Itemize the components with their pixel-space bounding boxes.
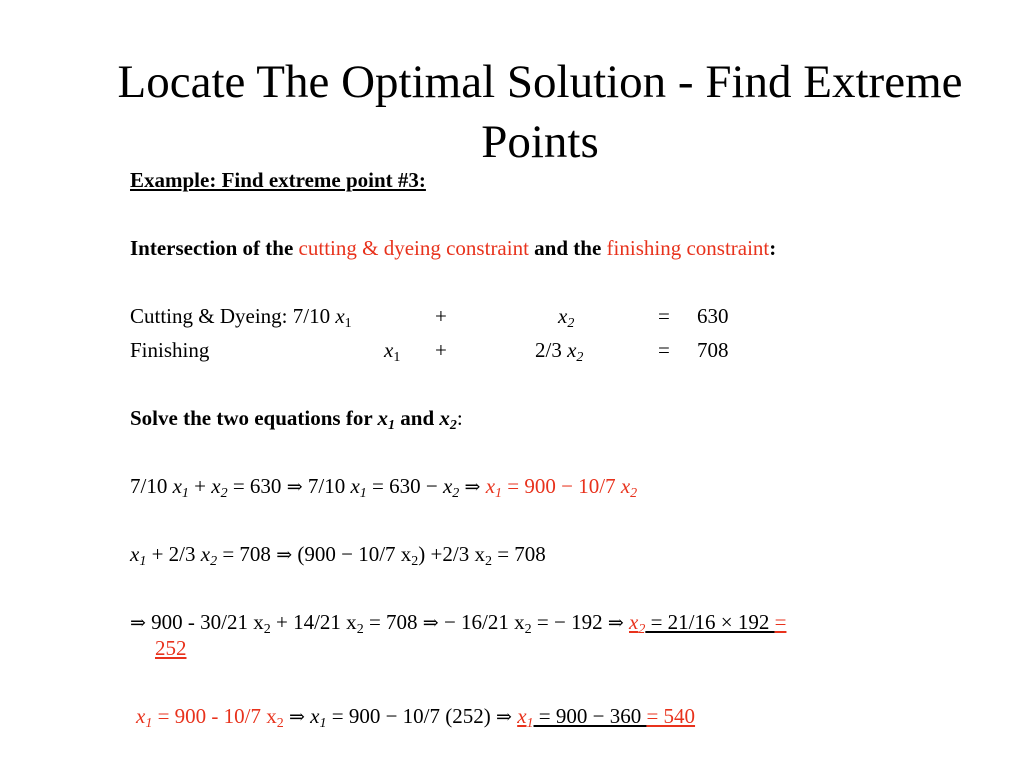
eq2-term2 — [535, 338, 583, 363]
finishing-constraint: finishing constraint — [606, 236, 770, 260]
s3-a-sub: 2 — [263, 622, 271, 637]
s1-d: 7/10 — [302, 474, 351, 498]
s1-x2b: x — [442, 474, 453, 498]
solve-x2-sub: 2 — [449, 418, 457, 433]
s1-e: = 630 − — [366, 474, 443, 498]
step-1 — [130, 474, 637, 499]
s4-rx1: x — [517, 704, 527, 728]
implies-arrow-icon: ⇒ — [422, 612, 439, 634]
intersection-suffix: : — [769, 236, 777, 260]
implies-arrow-icon: ⇒ — [286, 476, 303, 498]
implies-arrow-icon: ⇒ — [130, 612, 146, 634]
s2-c-sub: 2 — [411, 554, 419, 569]
s1-g: = 900 − 10/7 — [502, 474, 621, 498]
implies-arrow-icon: ⇒ — [276, 544, 293, 566]
s3-a: 900 - 30/21 x — [145, 610, 264, 634]
s4-x1-result — [517, 704, 534, 731]
s3-x2: x — [629, 610, 639, 634]
equation-finishing — [130, 338, 830, 368]
s1-c: = 630 — [227, 474, 287, 498]
slide-title — [40, 52, 1024, 172]
step-3 — [130, 610, 801, 635]
s2-b: = 708 — [217, 542, 277, 566]
s2-x1-sub: 1 — [139, 554, 147, 569]
eq1-plus: + — [435, 304, 447, 328]
intersection-line — [130, 236, 776, 261]
intersection-prefix: Intersection of the — [130, 236, 299, 260]
eq2-coef2: 2/3 — [535, 338, 568, 362]
s4-x1-sub: 1 — [145, 716, 153, 731]
s4-c: = 900 − 10/7 (252) — [326, 704, 497, 728]
solve-x1-sub: 1 — [388, 418, 396, 433]
s2-x2-sub: 2 — [210, 554, 218, 569]
implies-arrow-icon: ⇒ — [496, 706, 512, 728]
intersection-middle: and the — [528, 236, 607, 260]
eq2-x2: x — [567, 338, 577, 362]
s3-d-sub: 2 — [524, 622, 532, 637]
example-heading: Example: Find extreme point #3: — [130, 168, 426, 192]
eq2-plus: + — [435, 338, 447, 362]
title-line-2: Points — [481, 116, 599, 168]
solve-prompt-text: Solve the two equations for — [130, 406, 378, 430]
s4-d: = 900 − 360 — [533, 704, 647, 728]
s4-e: = 540 — [646, 704, 696, 728]
s4-a-sub: 2 — [276, 716, 284, 731]
implies-arrow-icon: ⇒ — [607, 612, 624, 634]
s1-rx1: x — [485, 474, 496, 498]
implies-arrow-icon: ⇒ — [464, 476, 481, 498]
eq2-x1: x — [384, 338, 394, 362]
s3-x2-sub: 2 — [638, 622, 646, 637]
s1-x2b-sub: 2 — [452, 486, 460, 501]
s3-g: = 21/16 × 192 — [645, 610, 775, 634]
s1-result — [485, 474, 638, 501]
eq1-x1: x — [335, 304, 345, 328]
eq1-term2 — [558, 304, 574, 329]
implies-arrow-icon: ⇒ — [289, 706, 305, 728]
eq2-rhs: 708 — [697, 338, 729, 362]
eq2-label: Finishing — [130, 338, 210, 362]
eq1-x2-sub: 2 — [567, 316, 575, 331]
s4-rx1-sub: 1 — [526, 716, 534, 731]
eq1-rhs: 630 — [697, 304, 729, 328]
cutting-dyeing-constraint: cutting & dyeing constraint — [298, 236, 529, 260]
s3-e: = − 192 — [531, 610, 608, 634]
s2-c: (900 − 10/7 x — [292, 542, 412, 566]
eq1-label — [130, 304, 352, 329]
eq1-equals: = — [658, 304, 670, 328]
s2-d-sub: 2 — [484, 554, 492, 569]
s3-d: − 16/21 x — [438, 610, 525, 634]
s4-x1: x — [136, 704, 146, 728]
s4-a: = 900 - 10/7 x — [152, 704, 277, 728]
solve-x1: x — [377, 406, 389, 430]
equation-cutting-dyeing — [130, 304, 830, 334]
solve-colon: : — [456, 406, 463, 430]
eq1-label-text: Cutting & Dyeing: 7/10 — [130, 304, 336, 328]
solve-and: and — [395, 406, 440, 430]
eq1-x2: x — [558, 304, 568, 328]
s1-rx2-sub: 2 — [630, 486, 638, 501]
s2-x2: x — [200, 542, 211, 566]
s1-x1b-sub: 1 — [359, 486, 367, 501]
solve-x2: x — [439, 406, 450, 430]
s1-x1b: x — [350, 474, 360, 498]
s1-a: 7/10 — [130, 474, 173, 498]
eq2-equals: = — [658, 338, 670, 362]
step-2 — [130, 542, 546, 567]
eq2-x2-sub: 2 — [576, 350, 584, 365]
eq2-x1-sub: 1 — [393, 350, 401, 365]
step-4 — [136, 704, 695, 729]
s4-left — [136, 704, 284, 731]
s3-overflow: 252 — [155, 636, 187, 660]
s1-rx2: x — [620, 474, 631, 498]
s4-x1b-sub: 1 — [319, 716, 327, 731]
s3-b: + 14/21 x — [270, 610, 357, 634]
s1-rx1-sub: 1 — [495, 486, 503, 501]
s1-b: + — [188, 474, 212, 498]
s3-c: = 708 — [363, 610, 423, 634]
eq1-x1-sub: 1 — [344, 316, 352, 331]
eq2-term1 — [384, 338, 400, 363]
s3-b-sub: 2 — [356, 622, 364, 637]
s2-a: + 2/3 — [146, 542, 201, 566]
s1-x1: x — [172, 474, 182, 498]
s2-x1: x — [130, 542, 140, 566]
s3-x2-result — [629, 610, 646, 637]
s4-x1b: x — [310, 704, 320, 728]
s1-x2: x — [211, 474, 221, 498]
s2-e: = 708 — [491, 542, 546, 566]
title-line-1: Locate The Optimal Solution - Find Extreme — [117, 56, 963, 108]
s3-h: = — [774, 610, 787, 634]
s2-d: ) +2/3 x — [418, 542, 485, 566]
s1-x2-sub: 2 — [220, 486, 228, 501]
s1-x1-sub: 1 — [181, 486, 189, 501]
solve-prompt — [130, 406, 463, 431]
